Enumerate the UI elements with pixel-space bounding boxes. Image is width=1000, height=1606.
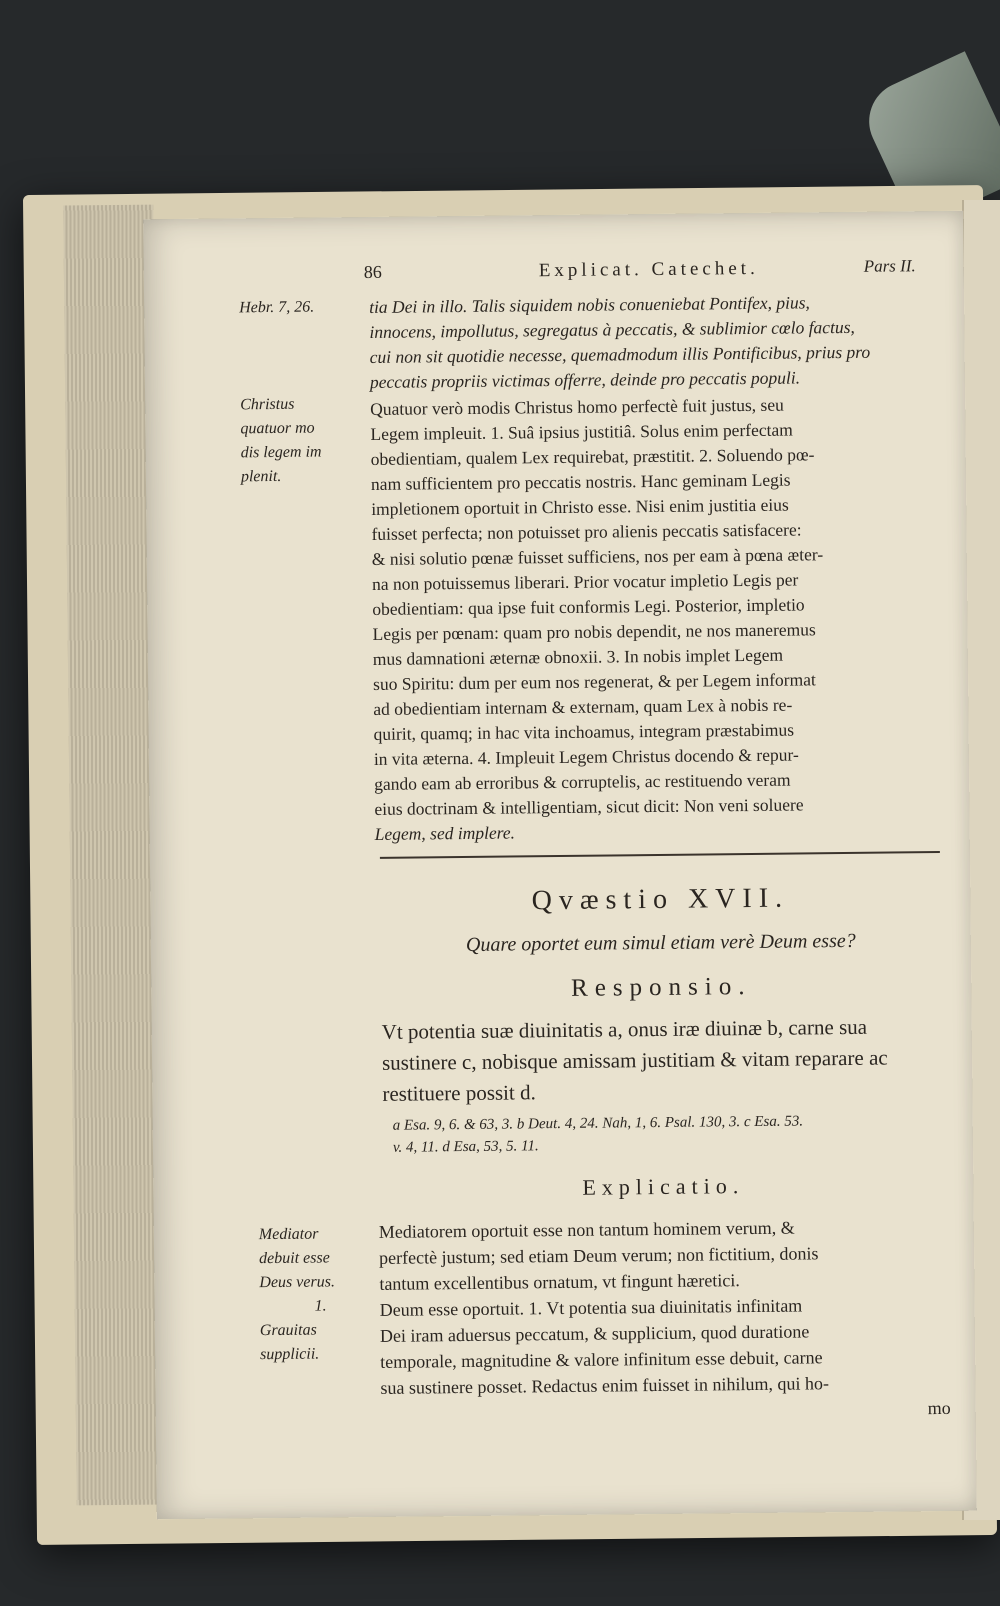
text-line: impletionem oportuit in Christo esse. Nisi enim justitia eius <box>371 494 789 519</box>
book-page <box>143 211 977 1520</box>
margin-line: 1. <box>314 1297 327 1315</box>
text-line: Legis per pœnam: quam pro nobis dependit, ne nos maneremus <box>372 619 816 644</box>
text-line: nam sufficientem pro peccatis nostris. Hanc geminam Legis <box>370 469 791 494</box>
text-line: innocens, impollutus, segregatus à peccatis, & sublimior cœlo factus, <box>369 316 855 342</box>
part-label: Pars II. <box>863 256 916 276</box>
text-line: Mediatorem oportuit esse non tantum hominem verum, & <box>378 1217 795 1242</box>
text-line: gando eam ab erroribus & corruptelis, ac restituendo veram <box>374 769 791 794</box>
text-line: Dei iram aduersus peccatum, & supplicium, quod duratione <box>379 1321 810 1346</box>
text-line: perfectè justum; sed etiam Deum verum; non fictitium, donis <box>378 1243 819 1268</box>
main-paragraph <box>370 391 945 847</box>
margin-line: Deus verus. <box>259 1273 335 1292</box>
margin-line: quatuor mo <box>240 419 315 438</box>
page-number: 86 <box>363 261 382 283</box>
responsio-text: Vt potentia suæ diuinitatis a, onus iræ diuinæ b, carne sua sustinere c, nobisque amissam justitiam & vitam reparare ac restituere possit d. <box>381 1014 888 1106</box>
margin-line: debuit esse <box>259 1249 330 1268</box>
text-line: na non potuissemus liberari. Prior vocatur impletio Legis per <box>371 569 799 594</box>
text-line: cui non sit quotidie necesse, quemadmodum illis Pontificibus, prius pro <box>369 341 871 367</box>
text-line: mo <box>927 1397 951 1419</box>
margin-line: Mediator <box>258 1225 319 1244</box>
responsio-heading: Responsio. <box>570 973 752 1002</box>
reference-line: v. 4, 11. d Esa, 53, 5. 11. <box>392 1138 539 1156</box>
text-line: Deum esse oportuit. 1. Vt potentia sua diuinitatis infinitam <box>379 1295 803 1320</box>
text-line: fuisset perfecta; non potuisset pro alienis peccatis satisfacere: <box>371 519 802 544</box>
text-line: sua sustinere posset. Redactus enim fuisset in nihilum, qui ho- <box>380 1373 829 1398</box>
text-line: tia Dei in illo. Talis siquidem nobis conueniebat Pontifex, pius, <box>369 292 810 317</box>
margin-ref: Hebr. 7, 26. <box>239 298 315 317</box>
margin-line: Christus <box>240 395 295 414</box>
margin-line: supplicii. <box>260 1345 320 1364</box>
text-line: & nisi solutio pœnæ fuisset sufficiens, nos per eam à pœna æter- <box>371 544 824 569</box>
text-line: mus damnationi æternæ obnoxii. 3. In nobis implet Legem <box>372 644 784 669</box>
text-line: Legem impleuit. 1. Suâ ipsius justitiâ. Solus enim perfectam <box>370 419 793 444</box>
question-subtitle: Quare oportet eum simul etiam verè Deum esse? <box>465 929 856 956</box>
explicatio-paragraph <box>379 1213 951 1427</box>
text-line: tantum excellentibus ornatum, vt fingunt hæretici. <box>379 1270 740 1294</box>
text-line: suo Spiritu: dum per eum nos regenerat, & per Legem informat <box>372 669 816 694</box>
text-line: eius doctrinam & intelligentiam, sicut dicit: Non veni soluere <box>374 794 804 819</box>
text-line: temporale, magnitudine & valore infinitum esse debuit, carne <box>380 1347 823 1372</box>
text-line: peccatis propriis victimas offerre, deinde pro peccatis populi. <box>369 367 801 392</box>
explicatio-heading: Explicatio. <box>582 1173 745 1200</box>
scripture-references <box>393 1109 953 1159</box>
running-head: Explicat. Catechet. <box>538 257 759 282</box>
margin-note-hebrews <box>239 295 359 320</box>
margin-line: Grauitas <box>259 1321 317 1340</box>
text-line: Quatuor verò modis Christus homo perfectè fuit justus, seu <box>370 394 784 419</box>
section-divider <box>380 851 940 859</box>
margin-note-mediator <box>259 1222 381 1367</box>
text-line: obedientiam: qua ipse fuit conformis Legi. Posterior, impletio <box>372 594 805 619</box>
quote-paragraph <box>369 289 940 395</box>
text-line: quirit, quamq; in hac vita inchoamus, integram præstabimus <box>373 719 795 744</box>
margin-line: plenit. <box>240 467 282 486</box>
reference-line: a Esa. 9, 6. & 63, 3. b Deut. 4, 24. Nah, 1, 6. Psal. 130, 3. c Esa. 53. <box>392 1113 804 1134</box>
margin-line: dis legem im <box>240 443 322 462</box>
text-line: in vita æterna. 4. Impleuit Legem Christus docendo & repur- <box>373 744 799 769</box>
question-heading: Qvæstio XVII. <box>531 882 790 917</box>
margin-note-christus <box>240 392 361 489</box>
text-line: ad obedientiam internam & externam, quam Lex à nobis re- <box>373 694 793 719</box>
text-line: obedientiam, qualem Lex requirebat, præstitit. 2. Soluendo pœ- <box>370 444 815 469</box>
text-line: Legem, sed implere. <box>374 822 516 844</box>
